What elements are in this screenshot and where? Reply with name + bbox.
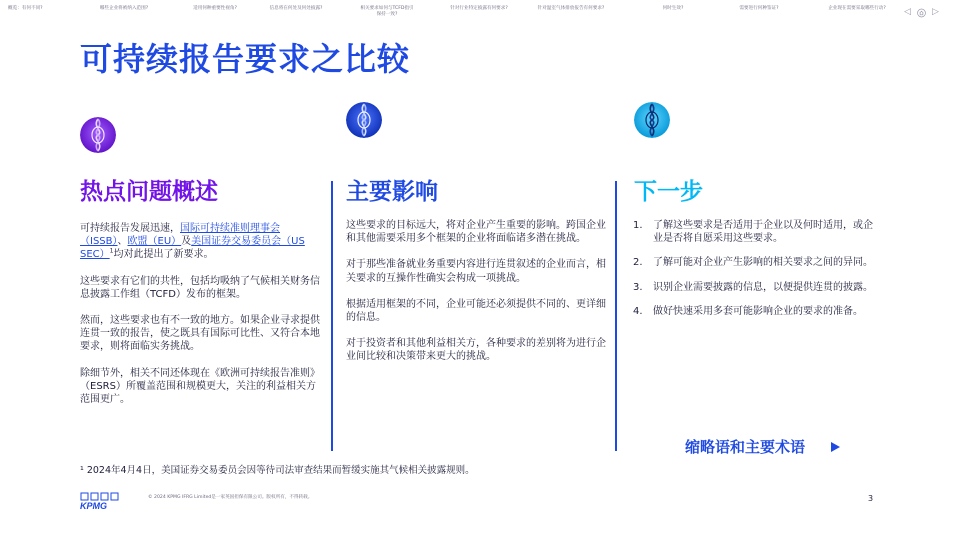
nav-item-scope[interactable]: 哪些企业将被纳入范围? bbox=[99, 6, 149, 11]
step-text: 了解可能对企业产生影响的相关要求之间的异同。 bbox=[653, 257, 873, 269]
chevron-left-icon[interactable]: ◁ bbox=[904, 7, 911, 17]
p1-suffix: 均对此提出了新要求。 bbox=[113, 249, 214, 261]
home-icon[interactable] bbox=[917, 8, 926, 17]
step-number: 2. bbox=[633, 257, 643, 269]
kpmg-logo bbox=[80, 492, 120, 510]
nav-item-overview[interactable]: 概览：有何不同? bbox=[8, 6, 43, 11]
eu-link[interactable]: 欧盟（EU） bbox=[127, 236, 182, 248]
step-number: 4. bbox=[633, 305, 643, 317]
column-divider bbox=[331, 181, 333, 451]
hot-topics-text bbox=[80, 222, 324, 419]
top-navigation bbox=[0, 6, 960, 28]
hot-topics-paragraph-3: 然而，这些要求也有不一致的地方。如果企业寻求提供连贯一致的报告，使之既具有国际可比性、又符合本地要求，则将面临实务挑战。 bbox=[80, 315, 320, 353]
step-text: 识别企业需要披露的信息，以便提供连贯的披露。 bbox=[653, 281, 873, 293]
next-steps-heading: 下一步 bbox=[634, 179, 703, 205]
hot-topics-paragraph-4: 除细节外，相关不同还体现在《欧洲可持续报告准则》（ESRS）所覆盖范围和规模更大，关注的利益相关方范围更广。 bbox=[80, 367, 320, 406]
nav-item-assurance[interactable]: 需要进行何种鉴证? bbox=[739, 6, 779, 11]
issb-link[interactable]: 国际可持续准则理事会（ISSB） bbox=[80, 223, 280, 248]
list-item bbox=[633, 219, 878, 245]
page-title: 可持续报告要求之比较 bbox=[80, 40, 411, 78]
nav-icon-group bbox=[903, 8, 940, 17]
hot-topics-paragraph-1 bbox=[80, 222, 324, 262]
footnote: ¹ 2024年4月4日，美国证券交易委员会因等待司法审查结果而暂缓实施其气候相关披露规则。 bbox=[80, 465, 475, 476]
list-item bbox=[633, 281, 878, 294]
p1-separator-2: 及 bbox=[181, 236, 192, 248]
nav-item-tcfd[interactable]: 相关要求如何与TCFD指引保持一致? bbox=[360, 6, 414, 17]
glossary-label[interactable]: 缩略语和主要术语 bbox=[685, 438, 806, 456]
list-item bbox=[633, 256, 878, 269]
p1-prefix: 可持续报告发展迅速， bbox=[80, 223, 180, 234]
hot-topics-paragraph-2: 这些要求有它们的共性，包括均吸纳了气候相关财务信息披露工作组（TCFD）发布的框架。 bbox=[80, 275, 320, 300]
copyright-text: © 2024 KPMG IFRG Limited是一家英国担保有限公司。版权所有，不得转载。 bbox=[148, 495, 313, 500]
footnote-marker: 1 bbox=[109, 248, 114, 256]
p1-separator-1: 、 bbox=[117, 236, 128, 248]
nav-item-materiality[interactable]: 适用何种重要性视角? bbox=[193, 6, 237, 11]
knot-icon bbox=[80, 117, 116, 153]
step-number: 1. bbox=[633, 220, 643, 231]
chevron-right-icon[interactable]: ▷ bbox=[932, 7, 939, 17]
column-divider bbox=[615, 181, 617, 451]
impact-paragraph-2: 对于那些准备就业务重要内容进行连贯叙述的企业而言，相关要求的互操作性确实会构成一项挑战。 bbox=[346, 259, 606, 284]
nav-item-disclosure-location[interactable]: 信息将在何处及何处披露? bbox=[269, 6, 323, 11]
logo-text: KPMG bbox=[80, 501, 107, 510]
nav-item-actions[interactable]: 企业现在需要采取哪些行动? bbox=[828, 6, 886, 11]
knot-icon bbox=[346, 102, 382, 138]
next-steps-list bbox=[633, 219, 878, 329]
nav-item-effective-date[interactable]: 何时生效? bbox=[662, 6, 684, 11]
knot-icon bbox=[634, 102, 670, 138]
impact-paragraph-3: 根据适用框架的不同，企业可能还必须提供不同的、更详细的信息。 bbox=[346, 298, 606, 324]
impact-heading: 主要影响 bbox=[346, 179, 438, 205]
impact-text bbox=[346, 219, 612, 377]
nav-item-industry[interactable]: 针对行业特定披露有何要求? bbox=[450, 6, 508, 11]
hot-topics-heading: 热点问题概述 bbox=[80, 179, 218, 205]
step-number: 3. bbox=[633, 281, 643, 293]
impact-paragraph-1: 这些要求的目标远大，将对企业产生重要的影响。跨国企业和其他需要采用多个框架的企业将面临诸多潜在挑战。 bbox=[346, 220, 606, 245]
page-number: 3 bbox=[868, 494, 874, 503]
step-text: 做好快速采用多套可能影响企业的要求的准备。 bbox=[653, 305, 863, 317]
us-sec-link[interactable]: 美国证券交易委员会（US SEC） bbox=[80, 236, 305, 261]
play-arrow-icon[interactable] bbox=[831, 442, 840, 452]
glossary-link[interactable] bbox=[685, 436, 840, 457]
list-item bbox=[633, 305, 878, 318]
impact-paragraph-4: 对于投资者和其他利益相关方，各种要求的差别将为进行企业间比较和决策带来更大的挑战。 bbox=[346, 338, 606, 363]
step-text: 了解这些要求是否适用于企业以及何时适用，或企业是否将自愿采用这些要求。 bbox=[653, 220, 873, 245]
nav-item-ghg[interactable]: 针对温室气体排放报告有何要求? bbox=[537, 6, 605, 11]
